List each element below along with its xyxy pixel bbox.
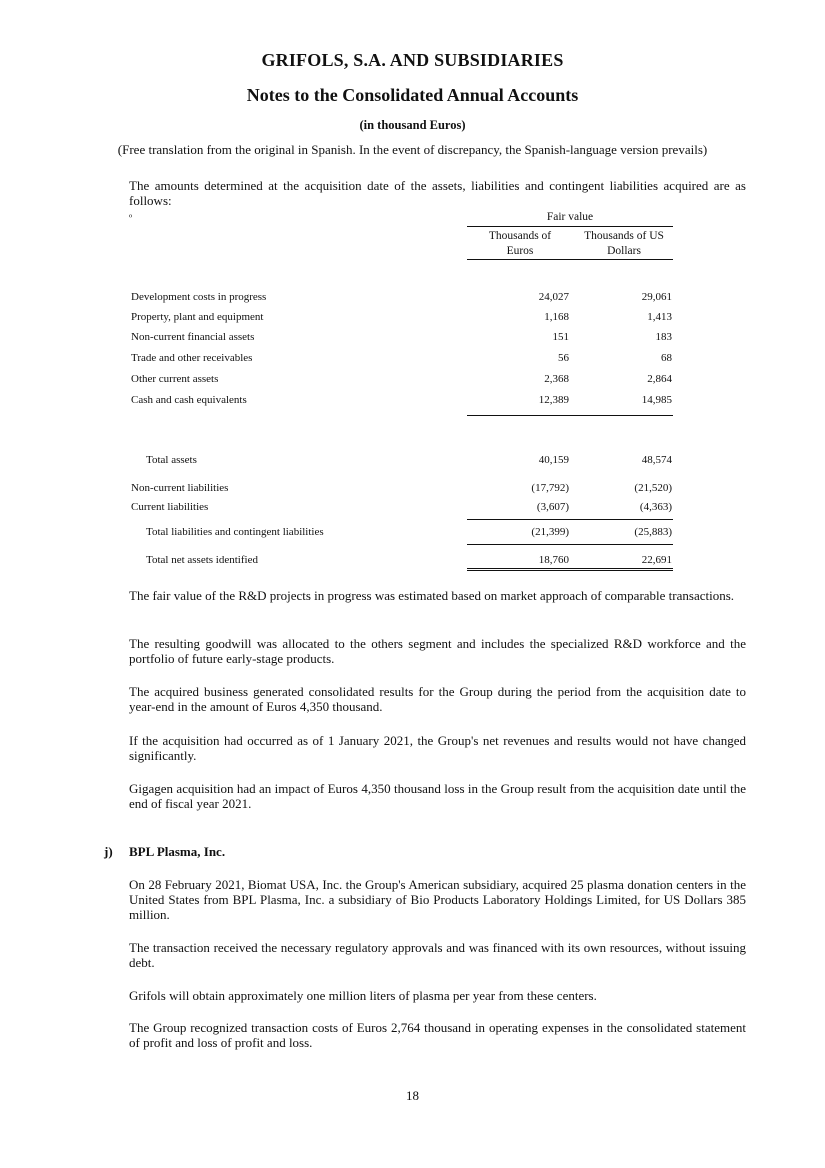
assets-subtotal-line — [467, 415, 673, 416]
row-value-euros: (3,607) — [536, 501, 569, 513]
row-value-euros: 40,159 — [538, 454, 569, 466]
column-header-dollars-line2: Dollars — [607, 245, 641, 257]
total-liabilities-row — [131, 526, 675, 542]
row-value-dollars: (25,883) — [634, 526, 672, 538]
column-header-dollars-line1: Thousands of US — [584, 230, 664, 242]
row-value-dollars: 2,864 — [647, 373, 672, 385]
paragraph: The resulting goodwill was allocated to the others segment and includes the specialized R&D workforce and the portfolio of future early-stage products. — [129, 636, 746, 666]
row-label: Development costs in progress — [131, 291, 267, 303]
column-header-euros — [470, 229, 570, 259]
row-value-euros: 1,168 — [544, 311, 569, 323]
total-assets-row — [131, 454, 675, 470]
row-value-euros: (17,792) — [531, 482, 569, 494]
row-label: Total liabilities and contingent liabilities — [146, 526, 324, 538]
paragraph: Grifols will obtain approximately one million liters of plasma per year from these centers. — [129, 988, 597, 1003]
paragraph: Gigagen acquisition had an impact of Euros 4,350 thousand loss in the Group result from the acquisition date until the end of fiscal year 2021. — [129, 781, 746, 811]
row-value-dollars: 183 — [655, 331, 672, 343]
document-title: Notes to the Consolidated Annual Accounts — [246, 85, 579, 105]
row-value-euros: (21,399) — [531, 526, 569, 538]
row-label: Cash and cash equivalents — [131, 394, 247, 406]
table-row — [131, 291, 675, 307]
row-value-dollars: 29,061 — [641, 291, 672, 303]
table-row — [131, 311, 675, 327]
column-header-euros-line1: Thousands of — [488, 230, 552, 242]
row-value-dollars: 68 — [661, 352, 672, 364]
degree-mark: º — [129, 213, 133, 224]
row-value-euros: 56 — [558, 352, 569, 364]
table-row — [131, 394, 675, 410]
table-row — [131, 373, 675, 389]
intro-paragraph: The amounts determined at the acquisition date of the assets, liabilities and contingent liabilities acquired are as follows: — [129, 178, 746, 208]
total-liabilities-underline — [467, 544, 673, 545]
row-value-dollars: 22,691 — [641, 554, 672, 566]
table-row — [131, 331, 675, 347]
table-row — [131, 482, 675, 498]
translation-note: (Free translation from the original in Spanish. In the event of discrepancy, the Spanish-language version prevails) — [117, 142, 708, 157]
paragraph: The fair value of the R&D projects in progress was estimated based on market approach of comparable transactions. — [129, 588, 735, 603]
liabilities-subtotal-line — [467, 519, 673, 520]
row-value-dollars: (21,520) — [634, 482, 672, 494]
row-label: Trade and other receivables — [131, 352, 253, 364]
row-label: Non-current financial assets — [131, 331, 255, 343]
row-value-euros: 18,760 — [538, 554, 569, 566]
row-label: Total assets — [146, 454, 197, 466]
paragraph: If the acquisition had occurred as of 1 January 2021, the Group's net revenues and results would not have changed significantly. — [129, 733, 746, 763]
row-label: Other current assets — [131, 373, 219, 385]
row-value-euros: 24,027 — [538, 291, 569, 303]
fair-value-underline — [467, 226, 673, 227]
row-label: Current liabilities — [131, 501, 209, 513]
paragraph: On 28 February 2021, Biomat USA, Inc. the Group's American subsidiary, acquired 25 plasma donation centers in the United States from BPL Plasma, Inc. a subsidiary of Bio Products Laboratory Holdings Limited, for US Dollars 385 million. — [129, 877, 746, 922]
paragraph: The transaction received the necessary regulatory approvals and was financed with its own resources, without issuing debt. — [129, 940, 746, 970]
section-letter: j) — [104, 844, 113, 859]
net-assets-double-underline-bottom — [467, 570, 673, 571]
row-value-euros: 12,389 — [538, 394, 569, 406]
row-value-dollars: 48,574 — [641, 454, 672, 466]
net-assets-double-underline-top — [467, 568, 673, 569]
company-heading: GRIFOLS, S.A. AND SUBSIDIARIES — [261, 50, 564, 70]
row-value-dollars: 14,985 — [641, 394, 672, 406]
page-number: 18 — [406, 1088, 419, 1103]
column-header-underline — [467, 259, 673, 260]
row-label: Total net assets identified — [146, 554, 258, 566]
row-value-euros: 151 — [552, 331, 569, 343]
section-title: BPL Plasma, Inc. — [129, 844, 226, 859]
units-subtitle: (in thousand Euros) — [359, 118, 466, 132]
row-value-dollars: (4,363) — [639, 501, 672, 513]
table-row — [131, 501, 675, 517]
column-header-euros-line2: Euros — [506, 245, 534, 257]
paragraph: The Group recognized transaction costs of Euros 2,764 thousand in operating expenses in the consolidated statement of profit and loss of profit and loss. — [129, 1020, 746, 1050]
row-label: Property, plant and equipment — [131, 311, 264, 323]
row-value-dollars: 1,413 — [647, 311, 672, 323]
row-value-euros: 2,368 — [544, 373, 569, 385]
fair-value-header: Fair value — [546, 211, 594, 223]
table-row — [131, 352, 675, 368]
paragraph: The acquired business generated consolidated results for the Group during the period from the acquisition date to year-end in the amount of Euros 4,350 thousand. — [129, 684, 746, 714]
row-label: Non-current liabilities — [131, 482, 229, 494]
column-header-dollars — [572, 229, 676, 259]
